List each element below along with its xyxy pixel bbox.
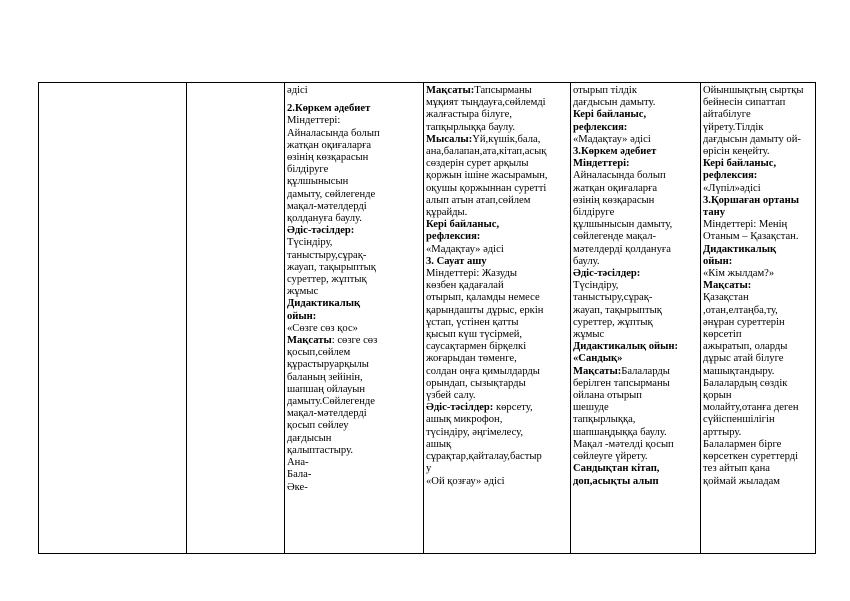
text-line: Балалардың сөздік bbox=[703, 377, 788, 389]
text-line: баулу. bbox=[573, 255, 600, 267]
table-cell-col4 bbox=[426, 85, 569, 551]
text-line: қарындашты дұрыс, еркін bbox=[426, 304, 544, 316]
text-line: «Сөзге сөз қос» bbox=[287, 322, 358, 334]
text-line: машықтандыру. bbox=[703, 365, 775, 377]
text-line: молайту,отанға деген bbox=[703, 402, 799, 414]
text-line: Әке- bbox=[287, 481, 308, 493]
text-line: Әдіс-тәсілдер: bbox=[287, 225, 355, 237]
text-line: суреттер, жұптық bbox=[573, 316, 653, 328]
text-line: көрсетіп bbox=[703, 329, 742, 341]
text-line: құрайды. bbox=[426, 207, 468, 219]
table-cell-col5 bbox=[573, 85, 699, 551]
table-cell-col3 bbox=[287, 85, 422, 555]
text-line: ашық bbox=[426, 438, 452, 450]
text-line: берілген тапсырманы bbox=[573, 377, 670, 389]
text-line: білдіруге bbox=[287, 164, 329, 176]
line-rest: Үй,күшік,бала, bbox=[472, 133, 541, 145]
text-line: дағдысын дамыту. bbox=[573, 97, 656, 109]
text-line: ойлана отырып bbox=[573, 390, 642, 402]
text-line: сөйлеуге үйрету. bbox=[573, 451, 648, 463]
text-line: 2.Көркем әдебиет bbox=[287, 103, 371, 115]
text-line: қолдануға баулу. bbox=[287, 213, 362, 225]
line-rest: : сөзге сөз bbox=[331, 335, 378, 347]
text-line: әдісі bbox=[287, 85, 308, 96]
text-line: Дидактикалық bbox=[703, 243, 777, 255]
table-cell-col6 bbox=[703, 85, 814, 551]
text-line: ана,балапан,ата,кітап,асық bbox=[426, 146, 547, 158]
text-line: жауап, тақырыптық bbox=[287, 261, 376, 273]
text-line: жұмыс bbox=[287, 286, 319, 298]
text-line: Қазақстан bbox=[703, 292, 749, 304]
text-line: рефлексия: bbox=[703, 170, 758, 182]
text-line: ажыратып, оларды bbox=[703, 341, 788, 353]
text-line: әнұран суреттерін bbox=[703, 316, 785, 328]
text-line: қорын bbox=[703, 390, 732, 402]
text-line: отырып, қаламды немесе bbox=[426, 292, 540, 304]
text-line: сүйіспеншілігін bbox=[703, 414, 775, 426]
column-divider-1 bbox=[38, 82, 39, 554]
text-line: Дидактикалық ойын: bbox=[573, 341, 679, 353]
text-line: мақал-мәтелдерді bbox=[287, 408, 367, 420]
text-line: 3.Көркем әдебиет bbox=[573, 146, 657, 158]
text-line: орындап, сызықтарды bbox=[426, 377, 526, 389]
text-line: Әдіс-тәсілдер: bbox=[573, 268, 641, 280]
text-line: 3.Қоршаған ортаны bbox=[703, 194, 799, 206]
text-line: баланың зейінін, bbox=[287, 371, 363, 383]
text-line: өзінің көзқарасын bbox=[573, 194, 655, 206]
text-line: Міндеттері: bbox=[287, 115, 341, 127]
text-line: ашық микрофон, bbox=[426, 414, 503, 426]
text-line: рефлексия: bbox=[573, 121, 628, 133]
text-line: жауап, тақырыптық bbox=[573, 304, 662, 316]
text-line: мақал-мәтелдерді bbox=[287, 200, 367, 212]
bold-lead: Мысалы: bbox=[426, 133, 473, 145]
table-top-border bbox=[38, 82, 815, 83]
text-line: сөздерін сурет арқылы bbox=[426, 158, 529, 170]
text-line: Түсіндіру, bbox=[573, 280, 619, 292]
text-line: Ана- bbox=[287, 457, 309, 469]
text-line: дамыту.Сөйлегенде bbox=[287, 396, 375, 408]
text-line: үзбей салу. bbox=[426, 390, 476, 402]
text-line: құрастыруарқылы bbox=[287, 359, 369, 371]
text-line: шапшаңдыққа баулу. bbox=[573, 426, 667, 438]
text-line: Сандықтан кітап, bbox=[573, 463, 660, 475]
text-line: қосып,сөйлем bbox=[287, 347, 351, 359]
text-line: Дидактикалық bbox=[287, 298, 361, 310]
column-divider-2 bbox=[186, 82, 187, 554]
text-line: тапқырлыққа баулу. bbox=[426, 121, 516, 133]
text-line: сұрақтар,қайталау,бастыр bbox=[426, 451, 542, 463]
text-line: Бала- bbox=[287, 469, 312, 481]
text-line: Міндеттері: Жазуды bbox=[426, 268, 517, 280]
text-line: дамыту, сөйлегенде bbox=[287, 188, 376, 200]
line-rest: Балаларды bbox=[621, 365, 670, 377]
text-line: Отаным – Қазақстан. bbox=[703, 231, 799, 243]
line-rest: Тапсырманы bbox=[474, 85, 532, 96]
text-line: саусақтармен бірқелкі bbox=[426, 341, 527, 353]
bold-lead: Мақсаты: bbox=[573, 365, 622, 377]
text-line: Кері байланыс, bbox=[573, 109, 647, 121]
text-line: алып атын атап,сөйлем bbox=[426, 194, 531, 206]
text-line: қалыптастыру. bbox=[287, 444, 353, 456]
text-line: шапшаң ойлауын bbox=[287, 383, 366, 395]
text-line: көрсеткен суреттерді bbox=[703, 451, 799, 463]
text-line: құлшынысын дамыту, bbox=[573, 219, 673, 231]
text-line: таныстыру,сұрақ- bbox=[287, 249, 367, 261]
text-line: бейнесін сипаттап bbox=[703, 97, 786, 109]
text-line: жатқан оқиғаларға bbox=[573, 182, 658, 194]
text-line: 3. Сауат ашу bbox=[426, 255, 487, 267]
text-line: тапқырлыққа, bbox=[573, 414, 636, 426]
text-line: түсіндіру, әңгімелесу, bbox=[426, 426, 524, 438]
bold-lead: Мақсаты: bbox=[426, 85, 475, 96]
text-line: доп,асықты алып bbox=[573, 475, 659, 487]
text-line: білдіруге bbox=[573, 207, 615, 219]
bold-lead: Мақсаты bbox=[287, 335, 332, 347]
text-line: тез айтып қана bbox=[703, 463, 770, 475]
text-line: мәтелдерді қолдануға bbox=[573, 243, 671, 255]
text-line: көзбен қадағалай bbox=[426, 280, 504, 292]
text-line: Айналасында болып bbox=[573, 170, 666, 182]
text-line: «Мадақтау» әдісі bbox=[573, 133, 651, 145]
text-line: у bbox=[426, 463, 432, 475]
text-line: дағдысын дамыту ой- bbox=[703, 133, 801, 145]
text-line: қосып сөйлеу bbox=[287, 420, 349, 432]
text-line: «Мадақтау» әдісі bbox=[426, 243, 504, 255]
column-divider-3 bbox=[284, 82, 285, 554]
text-line: қоймай жыладам bbox=[703, 475, 780, 487]
text-line: «Лүпіл»әдісі bbox=[703, 182, 761, 194]
column-divider-4 bbox=[423, 82, 424, 554]
text-line: Міндеттері: bbox=[573, 158, 630, 170]
text-line: қоржын ішіне жасырамын, bbox=[426, 170, 548, 182]
text-line: өрісін кеңейту. bbox=[703, 146, 770, 158]
text-line: «Сандық» bbox=[573, 353, 623, 365]
text-line: жалғастыра білуге, bbox=[426, 109, 513, 121]
text-line: ,отан,елтаңба,ту, bbox=[703, 304, 778, 316]
text-line: Міндеттері: Менің bbox=[703, 219, 788, 231]
text-line: арттыру. bbox=[703, 426, 742, 438]
text-line: Кері байланыс, bbox=[426, 219, 500, 231]
text-line: тану bbox=[703, 207, 726, 219]
text-line: мұқият тыңдауға,сөйлемді bbox=[426, 97, 546, 109]
text-line: отырып тілдік bbox=[573, 85, 637, 96]
text-line: сөйлегенде мақал- bbox=[573, 231, 657, 243]
text-line: айтабілуге bbox=[703, 109, 751, 121]
text-line: суреттер, жұптық bbox=[287, 274, 367, 286]
text-line: ойын: bbox=[287, 310, 317, 322]
text-line: таныстыру,сұрақ- bbox=[573, 292, 653, 304]
text-line: қысып күш түсірмей, bbox=[426, 329, 523, 341]
text-line: рефлексия: bbox=[426, 231, 481, 243]
text-line: дағдысын bbox=[287, 432, 332, 444]
bold-lead: Әдіс-тәсілдер: bbox=[426, 402, 494, 414]
text-line: Кері байланыс, bbox=[703, 158, 777, 170]
text-line: жатқан оқиғаларға bbox=[287, 139, 372, 151]
text-line: өзінің көзқарасын bbox=[287, 152, 369, 164]
text-line: оқушы қоржыннан суретті bbox=[426, 182, 547, 194]
text-line: Мақал -мәтелді қосып bbox=[573, 438, 674, 450]
text-line: ұстап, үстінен қатты bbox=[426, 316, 519, 328]
text-line: дұрыс атай білуге bbox=[703, 353, 784, 365]
line-rest: көрсету, bbox=[493, 402, 533, 414]
column-divider-6 bbox=[700, 82, 701, 554]
text-line: жұмыс bbox=[573, 329, 605, 341]
text-line: Ойыншықтың сыртқы bbox=[703, 85, 804, 96]
text-line bbox=[426, 402, 569, 414]
text-line: Түсіндіру, bbox=[287, 237, 333, 249]
text-line: Айналасында болып bbox=[287, 127, 380, 139]
text-line bbox=[573, 366, 699, 378]
text-line: құлшынысын bbox=[287, 176, 349, 188]
column-divider-5 bbox=[570, 82, 571, 554]
text-line: ойын: bbox=[703, 255, 733, 267]
text-line bbox=[426, 85, 569, 97]
text-line bbox=[426, 134, 569, 146]
text-line: Мақсаты: bbox=[703, 280, 752, 292]
table-bottom-border bbox=[38, 553, 815, 554]
text-line: үйрету.Тілдік bbox=[703, 121, 764, 133]
text-line: Балалармен бірге bbox=[703, 438, 782, 450]
text-line: жоғарыдан төменге, bbox=[426, 353, 517, 365]
text-line: солдан оңға қимылдарды bbox=[426, 365, 540, 377]
text-line: шешуде bbox=[573, 402, 609, 414]
column-divider-7 bbox=[815, 82, 816, 554]
text-line: «Кім жылдам?» bbox=[703, 268, 775, 280]
text-line bbox=[287, 335, 422, 347]
text-line: «Ой қозғау» әдісі bbox=[426, 475, 505, 487]
